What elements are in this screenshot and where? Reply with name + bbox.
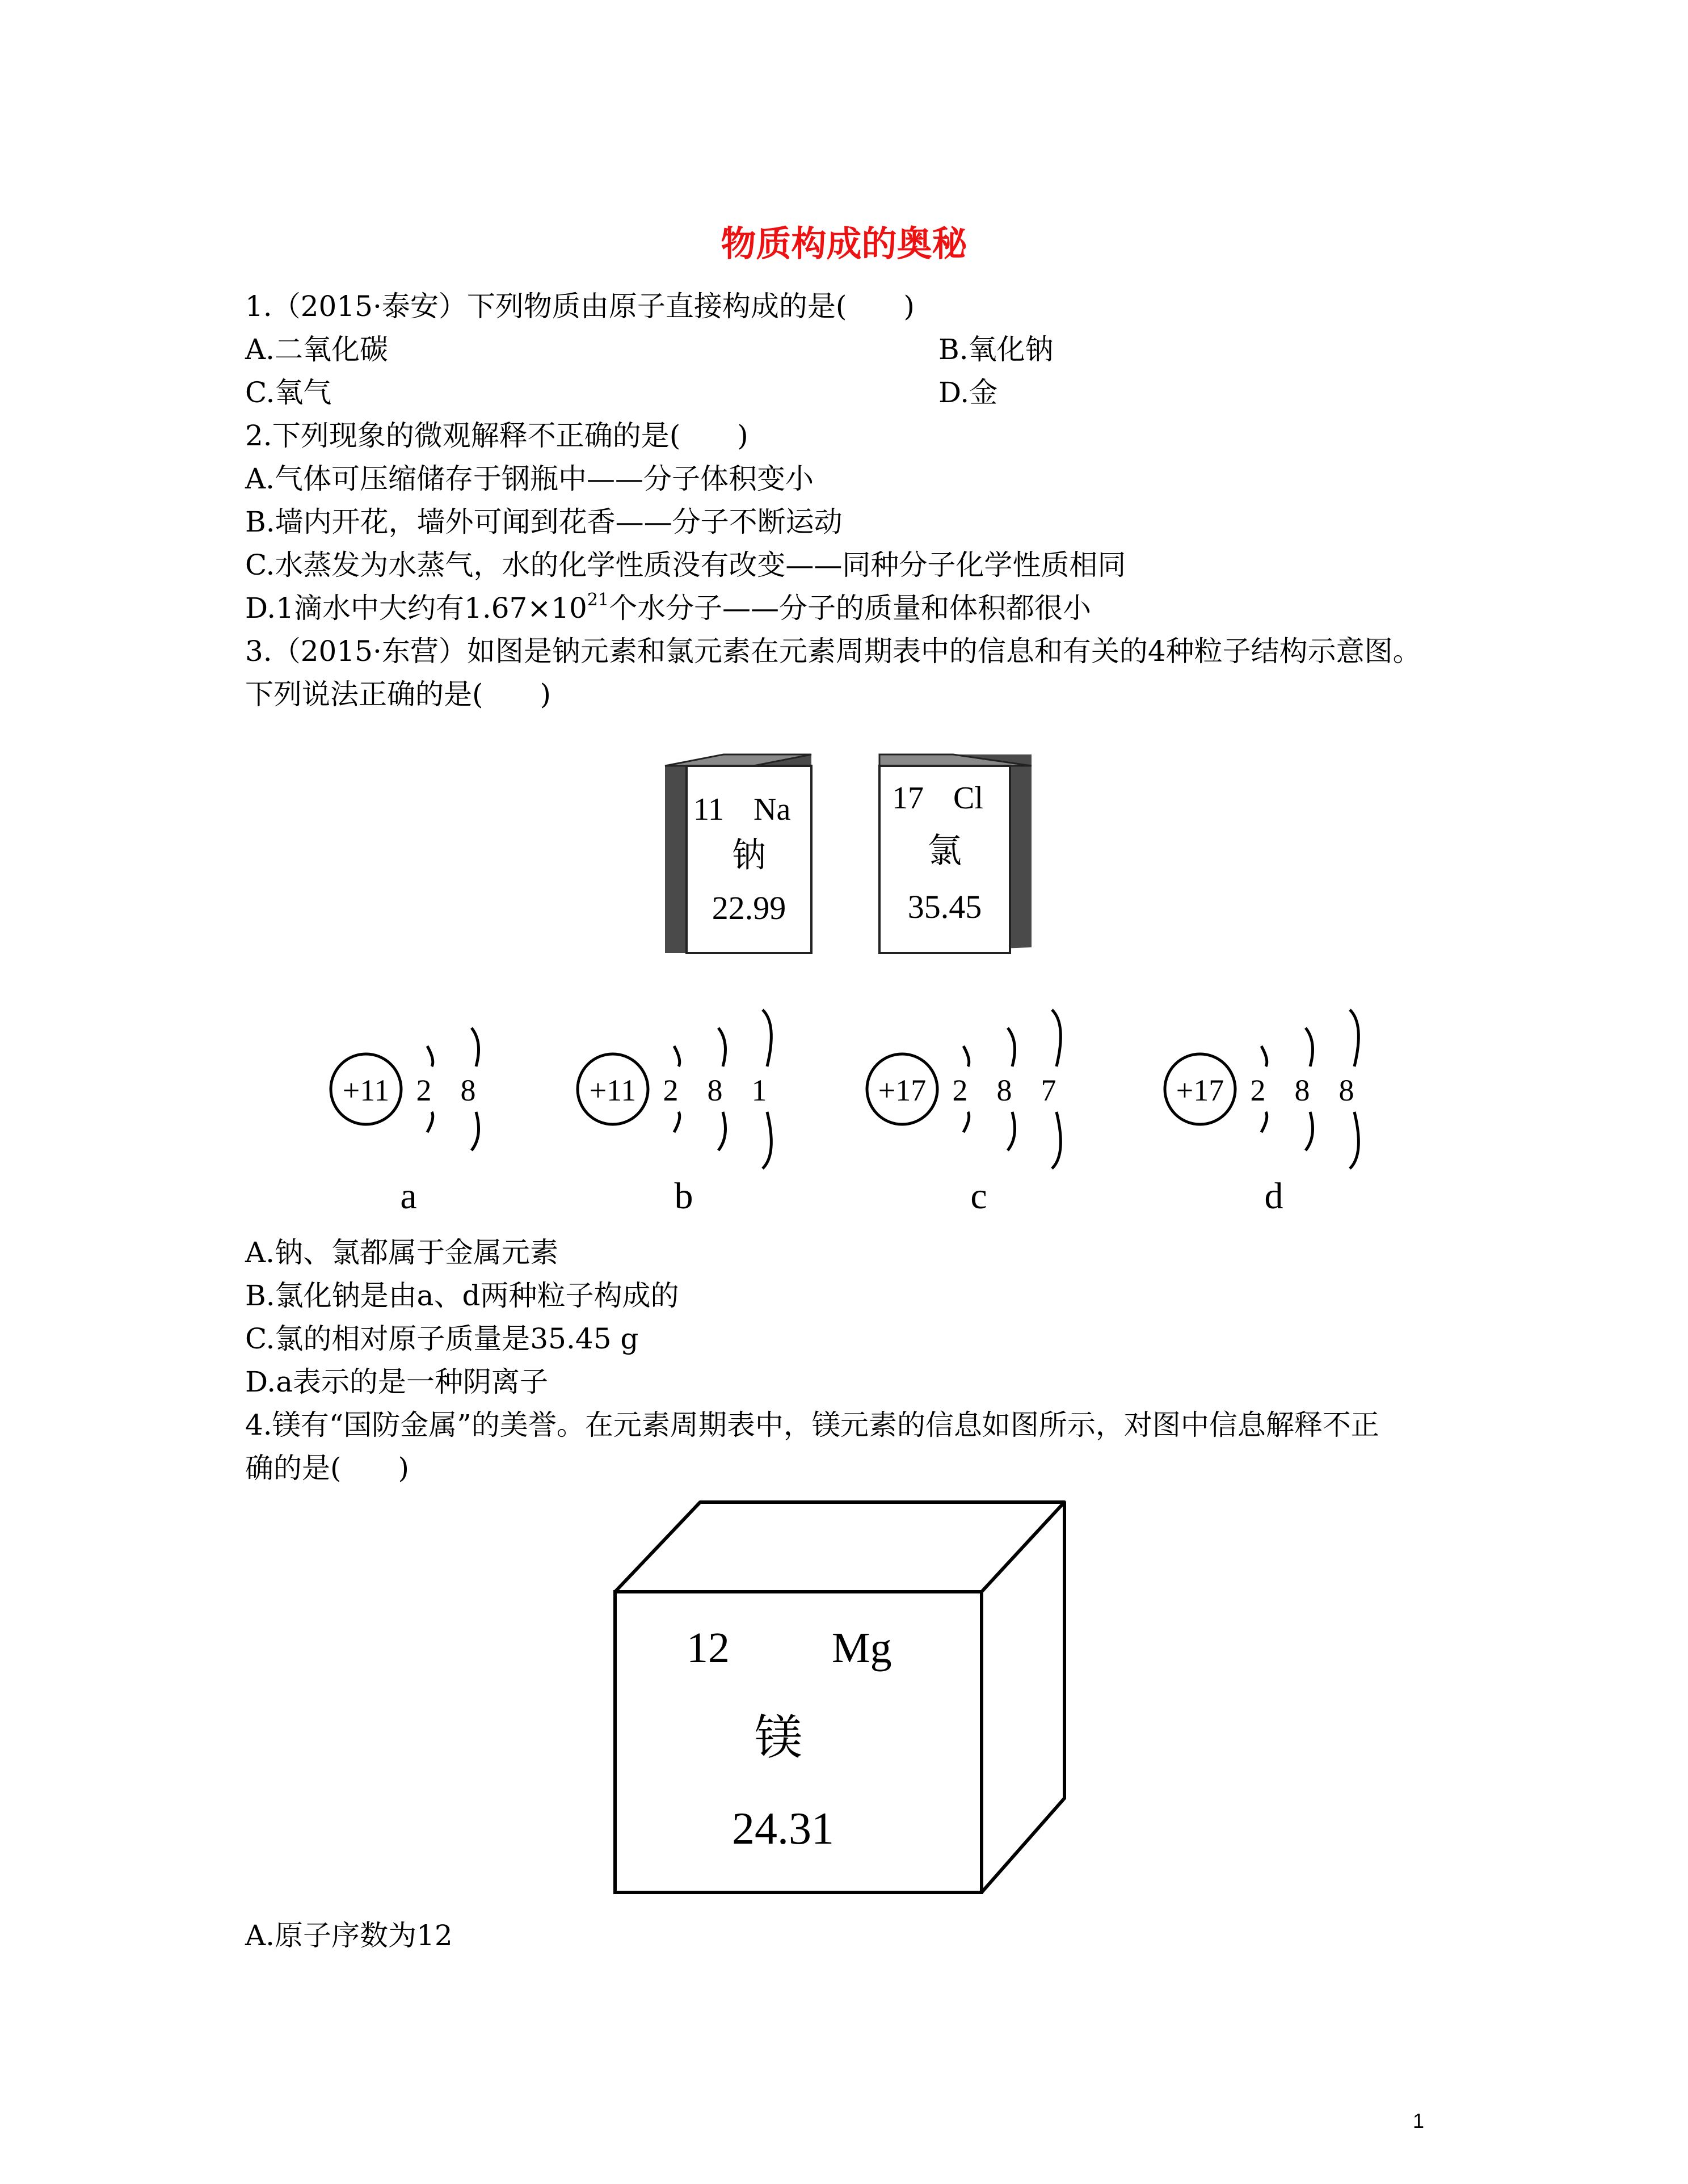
shell-arc-top (718, 1028, 726, 1066)
shell-electron-count: 8 (1294, 1073, 1310, 1107)
cl-atomic-mass: 35.45 (907, 888, 982, 925)
mg-symbol: Mg (832, 1624, 892, 1672)
particle-c (867, 1010, 1060, 1217)
nucleus-charge: +17 (878, 1073, 927, 1107)
q4-option-a: A.原子序数为12 (245, 1919, 453, 1952)
shell-arc-bottom (1350, 1112, 1358, 1169)
shell-arc-bottom (472, 1112, 479, 1150)
q4-stem-line-1: 4.镁有“国防金属”的美誉。在元素周期表中，镁元素的信息如图所示，对图中信息解释不正 (245, 1409, 1379, 1441)
q2-option-b: B.墙内开花，墙外可闻到花香——分子不断运动 (245, 505, 843, 538)
q1-stem: 1.（2015·泰安）下列物质由原子直接构成的是( ) (245, 290, 915, 323)
element-tile-cl (879, 754, 1032, 953)
particle-structure-figure (318, 976, 1407, 1220)
shell-electron-count: 2 (416, 1073, 432, 1107)
particle-label: d (1264, 1175, 1283, 1217)
shell-arc-top (472, 1028, 479, 1066)
shell-arc-bottom (1052, 1112, 1060, 1169)
q1-option-row-2 (245, 374, 998, 411)
q3-stem-line-1: 3.（2015·东营）如图是钠元素和氯元素在元素周期表中的信息和有关的4种粒子结构示意图。 (245, 635, 1421, 668)
na-atomic-mass: 22.99 (712, 889, 786, 926)
q1-option-d: D.金 (938, 376, 998, 409)
q2-option-d-exponent: 21 (587, 590, 609, 610)
q3-stem-line-2: 下列说法正确的是( ) (245, 678, 552, 711)
shell-arc-top (674, 1046, 680, 1066)
shell-arc-bottom (963, 1112, 969, 1132)
nucleus-charge: +11 (342, 1073, 390, 1107)
shell-arc-bottom (674, 1112, 680, 1132)
q2-option-a: A.气体可压缩储存于钢瓶中——分子体积变小 (245, 462, 814, 495)
particle-label: a (400, 1175, 417, 1217)
shell-arc-bottom (427, 1112, 433, 1132)
q2-stem: 2.下列现象的微观解释不正确的是( ) (245, 419, 748, 452)
mg-atomic-mass: 24.31 (732, 1804, 834, 1854)
q1-option-c: C.氧气 (245, 376, 332, 409)
q2-option-c: C.水蒸发为水蒸气，水的化学性质没有改变——同种分子化学性质相同 (245, 549, 1126, 581)
shell-arc-top (1350, 1010, 1358, 1066)
q3-option-a: A.钠、氯都属于金属元素 (245, 1236, 559, 1269)
particle-label: b (674, 1175, 693, 1217)
shell-arc-top (963, 1046, 969, 1066)
particle-d (1165, 1010, 1358, 1217)
shell-arc-top (427, 1046, 433, 1066)
shell-electron-count: 2 (952, 1073, 968, 1107)
shell-electron-count: 8 (460, 1073, 476, 1107)
na-name: 钠 (732, 837, 766, 874)
shell-arc-top (1306, 1028, 1313, 1066)
shell-electron-count: 7 (1041, 1073, 1056, 1107)
shell-electron-count: 8 (1338, 1073, 1354, 1107)
q1-option-b: B.氧化钠 (938, 333, 1054, 366)
shell-arc-bottom (1306, 1112, 1313, 1150)
shell-electron-count: 8 (707, 1073, 723, 1107)
nucleus-charge: +17 (1176, 1073, 1224, 1107)
shell-electron-count: 2 (1250, 1073, 1266, 1107)
shell-arc-bottom (763, 1112, 771, 1169)
q3-option-d: D.a表示的是一种阴离子 (245, 1365, 549, 1398)
particle-a (331, 1028, 479, 1217)
q3-option-c: C.氯的相对原子质量是35.45 g (245, 1322, 639, 1355)
na-symbol: Na (754, 792, 791, 827)
particle-label: c (970, 1175, 987, 1217)
element-tile-mg (607, 1492, 1072, 1900)
q4-stem-line-2: 确的是( ) (245, 1452, 410, 1485)
page-number: 1 (1413, 2109, 1425, 2132)
mg-name: 镁 (754, 1712, 803, 1765)
q1-option-a: A.二氧化碳 (245, 333, 389, 366)
shell-arc-top (1261, 1046, 1267, 1066)
q2-option-d-text: D.1滴水中大约有1.67×10 (245, 592, 587, 625)
shell-electron-count: 1 (751, 1073, 767, 1107)
cl-name: 氯 (928, 832, 962, 870)
shell-arc-bottom (718, 1112, 726, 1150)
q3-option-b: B.氯化钠是由a、d两种粒子构成的 (245, 1279, 679, 1312)
q2-option-d (245, 590, 1091, 626)
shell-electron-count: 8 (996, 1073, 1012, 1107)
element-tiles-figure (653, 743, 1044, 964)
page-title: 物质构成的奥秘 (721, 223, 967, 264)
nucleus-charge: +11 (589, 1073, 637, 1107)
q2-option-d-rest: 个水分子——分子的质量和体积都很小 (609, 592, 1092, 625)
shell-electron-count: 2 (663, 1073, 679, 1107)
particle-b (578, 1010, 771, 1217)
q1-option-row-1 (245, 331, 1054, 368)
mg-atomic-number: 12 (687, 1624, 730, 1672)
shell-arc-bottom (1261, 1112, 1267, 1132)
shell-arc-top (1052, 1010, 1060, 1066)
cl-atomic-number: 17 (892, 781, 924, 816)
shell-arc-top (763, 1010, 771, 1066)
na-atomic-number: 11 (693, 792, 724, 827)
cl-symbol: Cl (953, 781, 983, 816)
element-tile-na (665, 754, 811, 953)
shell-arc-top (1008, 1028, 1015, 1066)
shell-arc-bottom (1008, 1112, 1015, 1150)
